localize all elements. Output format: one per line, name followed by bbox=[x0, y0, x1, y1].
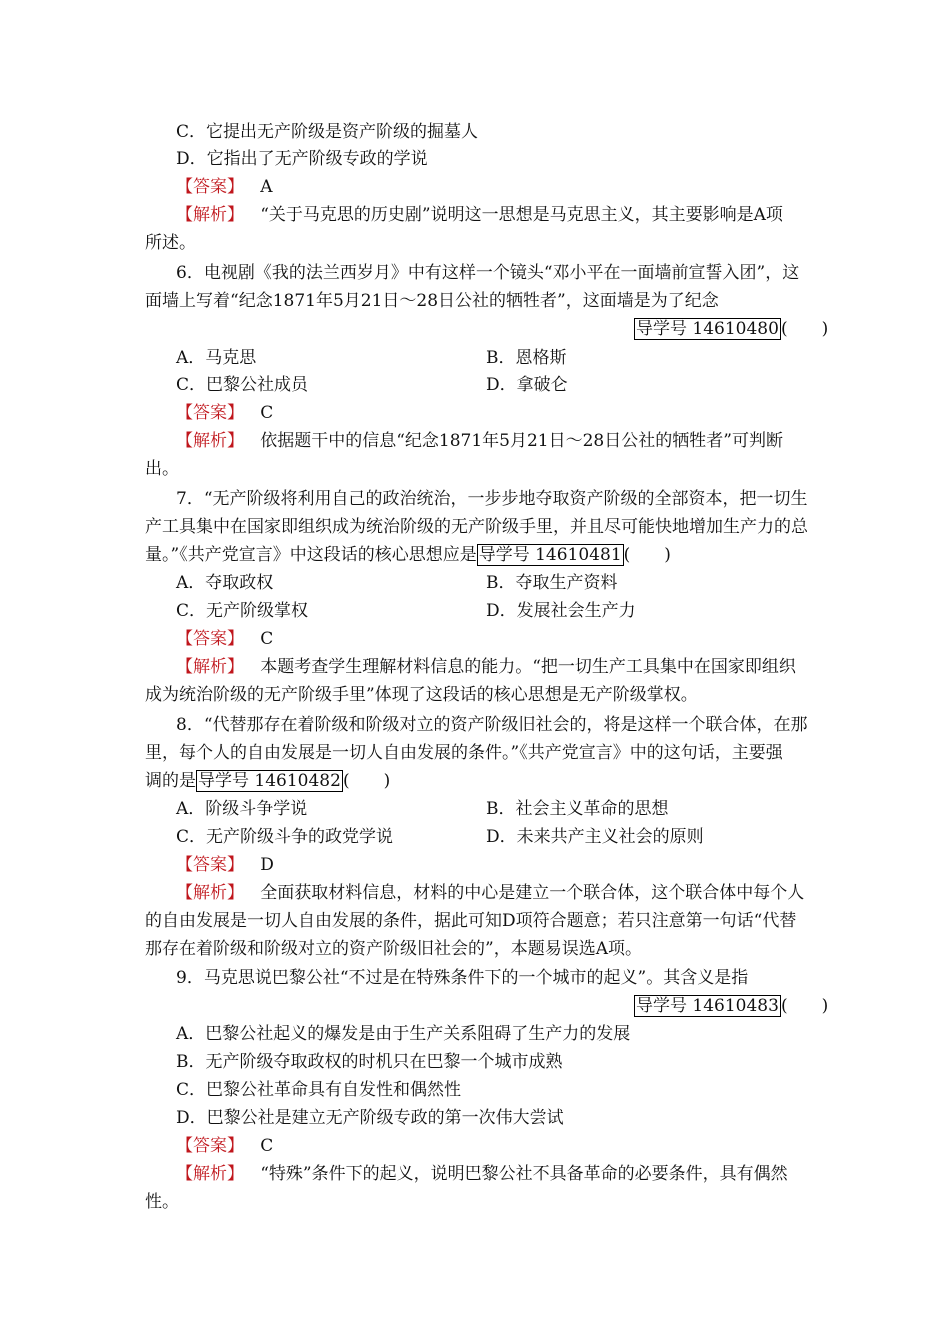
q7-stem-line-3 bbox=[145, 543, 671, 567]
q6-code-line bbox=[634, 317, 828, 341]
q6-option-d: D．拿破仑 bbox=[486, 375, 568, 395]
q6-option-b: B．恩格斯 bbox=[486, 348, 567, 368]
q7-guide-code: 导学号 14610481 bbox=[478, 545, 622, 565]
q6-answer: C bbox=[260, 403, 274, 423]
answer-tag: 【答案】 bbox=[176, 177, 244, 197]
q6-analysis-line-2: 出。 bbox=[145, 459, 179, 479]
q7-option-c: C．无产阶级掌权 bbox=[176, 601, 309, 621]
q8-guide-code: 导学号 14610482 bbox=[198, 771, 341, 791]
q8-stem-text: 调的是 bbox=[145, 771, 196, 791]
q8-option-a: A．阶级斗争学说 bbox=[176, 799, 308, 819]
q7-stem-line-2: 产工具集中在国家即组织成为统治阶级的无产阶级手里，并且尽可能快地增加生产力的总 bbox=[145, 517, 808, 537]
q5-option-c: C．它提出无产阶级是资产阶级的掘墓人 bbox=[176, 122, 479, 142]
q8-option-b: B．社会主义革命的思想 bbox=[486, 799, 669, 819]
q8-analysis-line-1 bbox=[176, 881, 804, 905]
q9-analysis-text: “特殊”条件下的起义，说明巴黎公社不具备革命的必要条件，具有偶然 bbox=[260, 1164, 788, 1184]
q9-answer: C bbox=[260, 1136, 274, 1156]
q7-stem-line-1: 7．“无产阶级将利用自己的政治统治，一步步地夺取资产阶级的全部资本，把一切生 bbox=[176, 489, 808, 509]
q5-answer: A bbox=[260, 177, 273, 197]
q6-stem-line-2: 面墙上写着“纪念1871年5月21日～28日公社的牺牲者”，这面墙是为了纪念 bbox=[145, 291, 719, 311]
answer-paren: ( ) bbox=[780, 996, 829, 1016]
q8-analysis-line-3: 那存在着阶级和阶级对立的资产阶级旧社会的”，本题易误选A项。 bbox=[145, 939, 642, 959]
q6-guide-code: 导学号 14610480 bbox=[636, 319, 779, 339]
q9-answer-line bbox=[176, 1134, 273, 1158]
q9-guide-code: 导学号 14610483 bbox=[636, 996, 779, 1016]
answer-tag: 【答案】 bbox=[176, 855, 244, 875]
q7-analysis-text: 本题考查学生理解材料信息的能力。“把一切生产工具集中在国家即组织 bbox=[260, 657, 796, 677]
q9-code-line bbox=[634, 994, 828, 1018]
q5-option-d: D．它指出了无产阶级专政的学说 bbox=[176, 149, 428, 169]
q8-analysis-text: 全面获取材料信息，材料的中心是建立一个联合体，这个联合体中每个人 bbox=[260, 883, 805, 903]
answer-tag: 【答案】 bbox=[176, 629, 244, 649]
q7-option-a: A．夺取政权 bbox=[176, 573, 274, 593]
q8-stem-line-3 bbox=[145, 769, 390, 793]
q6-analysis-line-1 bbox=[176, 429, 783, 453]
q8-stem-line-2: 里，每个人的自由发展是一切人自由发展的条件。”《共产党宣言》中的这句话，主要强 bbox=[145, 743, 783, 763]
q9-analysis-line-2: 性。 bbox=[145, 1192, 179, 1212]
q5-answer-line bbox=[176, 175, 273, 199]
q7-option-b: B．夺取生产资料 bbox=[486, 573, 618, 593]
answer-paren: ( ) bbox=[342, 771, 391, 791]
q5-analysis-line-2: 所述。 bbox=[145, 233, 196, 253]
q8-stem-line-1: 8．“代替那存在着阶级和阶级对立的资产阶级旧社会的，将是这样一个联合体，在那 bbox=[176, 715, 808, 735]
q7-option-d: D．发展社会生产力 bbox=[486, 601, 636, 621]
answer-tag: 【答案】 bbox=[176, 403, 244, 423]
q6-option-a: A．马克思 bbox=[176, 348, 257, 368]
q8-analysis-line-2: 的自由发展是一切人自由发展的条件，据此可知D项符合题意；若只注意第一句话“代替 bbox=[145, 911, 797, 931]
answer-paren: ( ) bbox=[780, 319, 829, 339]
q7-analysis-line-2: 成为统治阶级的无产阶级手里”体现了这段话的核心思想是无产阶级掌权。 bbox=[145, 685, 698, 705]
q7-answer-line bbox=[176, 627, 273, 651]
q6-option-c: C．巴黎公社成员 bbox=[176, 375, 309, 395]
q6-analysis-text: 依据题干中的信息“纪念1871年5月21日～28日公社的牺牲者”可判断 bbox=[260, 431, 783, 451]
q9-option-c: C．巴黎公社革命具有自发性和偶然性 bbox=[176, 1080, 462, 1100]
q7-analysis-line-1 bbox=[176, 655, 796, 679]
q8-option-d: D．未来共产主义社会的原则 bbox=[486, 827, 704, 847]
analysis-tag: 【解析】 bbox=[176, 883, 244, 903]
q9-option-a: A．巴黎公社起义的爆发是由于生产关系阻碍了生产力的发展 bbox=[176, 1024, 631, 1044]
q6-stem-line-1: 6．电视剧《我的法兰西岁月》中有这样一个镜头“邓小平在一面墙前宣誓入团”，这 bbox=[176, 263, 800, 283]
answer-tag: 【答案】 bbox=[176, 1136, 244, 1156]
q5-analysis-line-1 bbox=[176, 203, 783, 227]
q7-stem-text: 量。”《共产党宣言》中这段话的核心思想应是 bbox=[145, 545, 477, 565]
q9-stem-line-1: 9．马克思说巴黎公社“不过是在特殊条件下的一个城市的起义”。其含义是指 bbox=[176, 968, 749, 988]
q8-answer: D bbox=[260, 855, 274, 875]
q8-option-c: C．无产阶级斗争的政党学说 bbox=[176, 827, 394, 847]
analysis-tag: 【解析】 bbox=[176, 431, 244, 451]
q9-option-d: D．巴黎公社是建立无产阶级专政的第一次伟大尝试 bbox=[176, 1108, 564, 1128]
q5-analysis-text: “关于马克思的历史剧”说明这一思想是马克思主义，其主要影响是A项 bbox=[260, 205, 783, 225]
q7-answer: C bbox=[260, 629, 274, 649]
answer-paren: ( ) bbox=[623, 545, 671, 565]
q9-option-b: B．无产阶级夺取政权的时机只在巴黎一个城市成熟 bbox=[176, 1052, 563, 1072]
q6-answer-line bbox=[176, 401, 273, 425]
q9-analysis-line-1 bbox=[176, 1162, 788, 1186]
q8-answer-line bbox=[176, 853, 274, 877]
analysis-tag: 【解析】 bbox=[176, 1164, 244, 1184]
analysis-tag: 【解析】 bbox=[176, 205, 244, 225]
analysis-tag: 【解析】 bbox=[176, 657, 244, 677]
